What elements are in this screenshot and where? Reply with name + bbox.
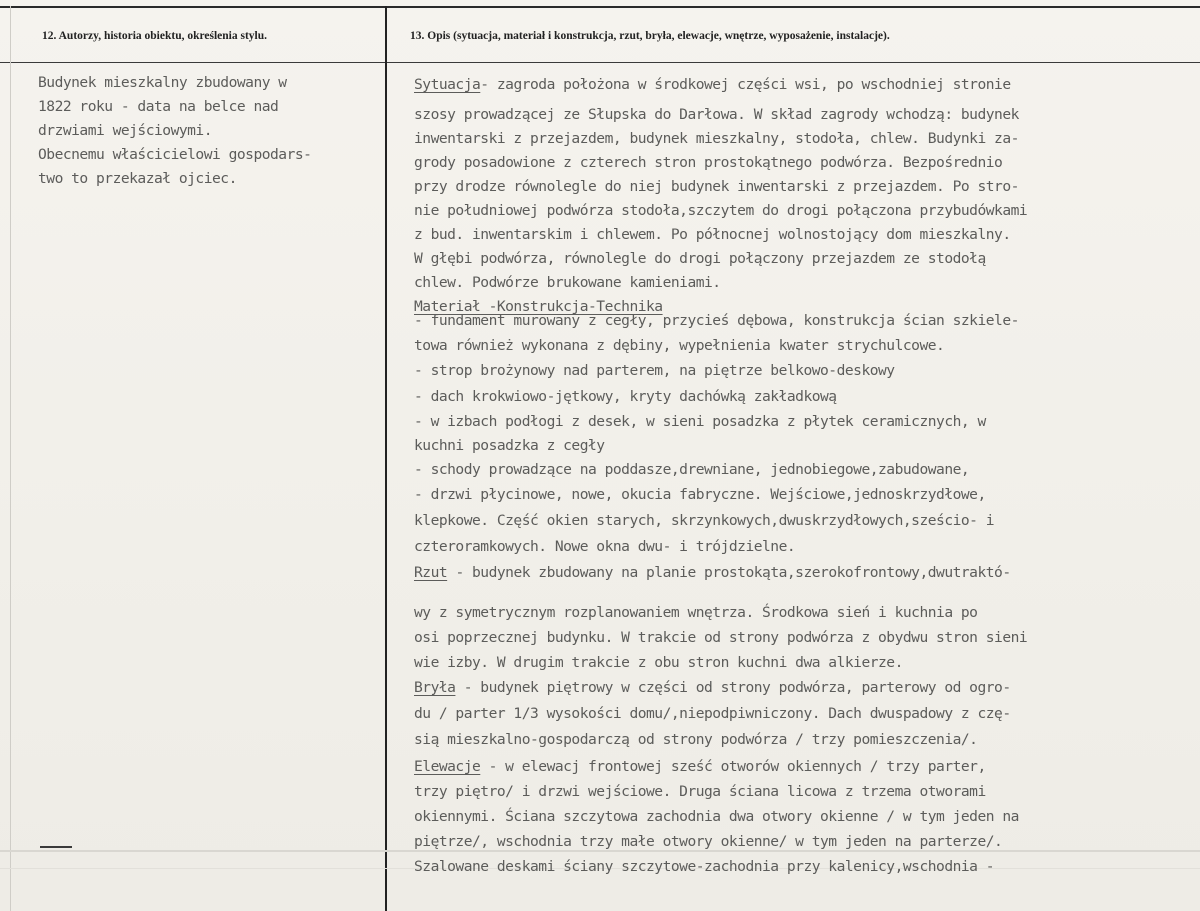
- line-text: W głębi podwórza, równolegle do drogi połączony przejazdem ze stodołą: [414, 250, 986, 267]
- line-text: kuchni posadzka z cegły: [414, 437, 605, 454]
- left-text-line: Budynek mieszkalny zbudowany w: [38, 74, 287, 91]
- line-text: klepkowe. Część okien starych, skrzynkowych,dwuskrzydłowych,sześcio- i: [414, 512, 995, 529]
- right-text-line: [414, 437, 605, 454]
- right-text-line: [414, 486, 986, 503]
- line-text: z bud. inwentarskim i chlewem. Po północnej wolnostojący dom mieszkalny.: [414, 226, 1011, 243]
- right-text-line: [414, 604, 977, 621]
- right-text-line: [414, 76, 1011, 93]
- line-text: wy z symetrycznym rozplanowaniem wnętrza. Środkowa sień i kuchnia po: [414, 604, 978, 621]
- line-text: czteroramkowych. Nowe okna dwu- i trójdzielne.: [414, 538, 796, 555]
- column-divider-line: [385, 6, 387, 911]
- right-text-line: [414, 274, 721, 291]
- right-text-line: [414, 538, 795, 555]
- line-text: nie południowej podwórza stodoła,szczytem do drogi połączona przybudówkami: [414, 202, 1028, 219]
- right-text-line: [414, 250, 986, 267]
- right-text-line: [414, 388, 837, 405]
- line-text: - budynek piętrowy w części od strony podwórza, parterowy od ogro-: [455, 679, 1011, 696]
- section-heading: Materiał -Konstrukcja-Technika: [414, 298, 663, 315]
- right-text-line: [414, 654, 903, 671]
- section-heading: Rzut: [414, 564, 448, 581]
- line-text: szosy prowadzącej ze Słupska do Darłowa. W skład zagrody wchodzą: budynek: [414, 106, 1019, 123]
- line-text: - fundament murowany z cegły, przycieś dębowa, konstrukcja ścian szkiele-: [414, 312, 1019, 329]
- line-text: - dach krokwiowo-jętkowy, kryty dachówką zakładkową: [414, 388, 837, 405]
- right-text-line: [414, 337, 944, 354]
- left-column-header: 12. Autorzy, historia obiektu, określenia stylu.: [42, 30, 268, 42]
- line-text: trzy piętro/ i drzwi wejściowe. Druga ściana licowa z trzema otworami: [414, 783, 986, 800]
- line-text: sią mieszkalno-gospodarczą od strony podwórza / trzy pomieszczenia/.: [414, 731, 978, 748]
- left-text-line: 1822 roku - data na belce nad: [38, 98, 279, 115]
- right-text-line: [414, 413, 986, 430]
- right-text-line: [414, 564, 1011, 581]
- right-text-line: [414, 461, 969, 478]
- right-text-line: [414, 178, 1019, 195]
- right-text-line: [414, 312, 1019, 329]
- paper-fold-line: [0, 850, 1200, 852]
- right-text-line: [414, 858, 994, 875]
- line-text: - budynek zbudowany na planie prostokąta,szerokofrontowy,dwutraktó-: [447, 564, 1011, 581]
- left-text-line: drzwiami wejściowymi.: [38, 122, 213, 139]
- line-text: wie izby. W drugim trakcie z obu stron kuchni dwa alkierze.: [414, 654, 903, 671]
- right-text-line: [414, 362, 895, 379]
- right-column-header: 13. Opis (sytuacja, materiał i konstrukcja, rzut, bryła, elewacje, wnętrze, wyposażenie, instalacje).: [410, 30, 890, 42]
- line-text: inwentarski z przejazdem, budynek mieszkalny, stodoła, chlew. Budynki za-: [414, 130, 1019, 147]
- line-text: osi poprzecznej budynku. W trakcie od strony podwórza z obydwu stron sieni: [414, 629, 1028, 646]
- right-text-line: [414, 833, 1002, 850]
- right-text-line: [414, 106, 1019, 123]
- right-text-line: [414, 679, 1011, 696]
- line-text: grody posadowione z czterech stron prostokątnego podwórza. Bezpośrednio: [414, 154, 1003, 171]
- line-text: przy drodze równolegle do niej budynek inwentarski z przejazdem. Po stro-: [414, 178, 1019, 195]
- line-text: chlew. Podwórze brukowane kamieniami.: [414, 274, 721, 291]
- left-column-dash: [40, 846, 72, 848]
- section-heading: Elewacje: [414, 758, 481, 775]
- right-text-line: [414, 758, 986, 775]
- right-text-line: [414, 808, 1019, 825]
- line-text: - strop brożynowy nad parterem, na piętrze belkowo-deskowy: [414, 362, 895, 379]
- right-text-line: [414, 130, 1019, 147]
- left-edge-line: [10, 6, 11, 911]
- line-text: piętrze/, wschodnia trzy małe otwory okienne/ w tym jeden na parterze/.: [414, 833, 1003, 850]
- header-divider-line: [0, 62, 1200, 63]
- top-border-line: [0, 6, 1200, 8]
- right-text-line: [414, 783, 986, 800]
- line-text: okiennymi. Ściana szczytowa zachodnia dwa otwory okienne / w tym jeden na: [414, 808, 1019, 825]
- right-text-line: [414, 226, 1011, 243]
- line-text: - zagroda położona w środkowej części wsi, po wschodniej stronie: [480, 76, 1011, 93]
- section-heading: Bryła: [414, 679, 456, 696]
- right-text-line: [414, 705, 1011, 722]
- line-text: - drzwi płycinowe, nowe, okucia fabryczne. Wejściowe,jednoskrzydłowe,: [414, 486, 986, 503]
- line-text: - w izbach podłogi z desek, w sieni posadzka z płytek ceramicznych, w: [414, 413, 986, 430]
- line-text: towa również wykonana z dębiny, wypełnienia kwater strychulcowe.: [414, 337, 945, 354]
- line-text: - w elewacj frontowej sześć otworów okiennych / trzy parter,: [480, 758, 986, 775]
- right-text-line: [414, 512, 994, 529]
- right-text-line: [414, 629, 1027, 646]
- line-text: du / parter 1/3 wysokości domu/,niepodpiwniczony. Dach dwuspadowy z czę-: [414, 705, 1011, 722]
- line-text: - schody prowadzące na poddasze,drewniane, jednobiegowe,zabudowane,: [414, 461, 970, 478]
- right-text-line: [414, 731, 977, 748]
- section-heading: Sytuacja: [414, 76, 481, 93]
- left-text-line: two to przekazał ojciec.: [38, 170, 237, 187]
- line-text: Szalowane deskami ściany szczytowe-zachodnia przy kalenicy,wschodnia -: [414, 858, 995, 875]
- left-text-line: Obecnemu właścicielowi gospodars-: [38, 146, 312, 163]
- right-text-line: [414, 202, 1027, 219]
- right-text-line: [414, 154, 1002, 171]
